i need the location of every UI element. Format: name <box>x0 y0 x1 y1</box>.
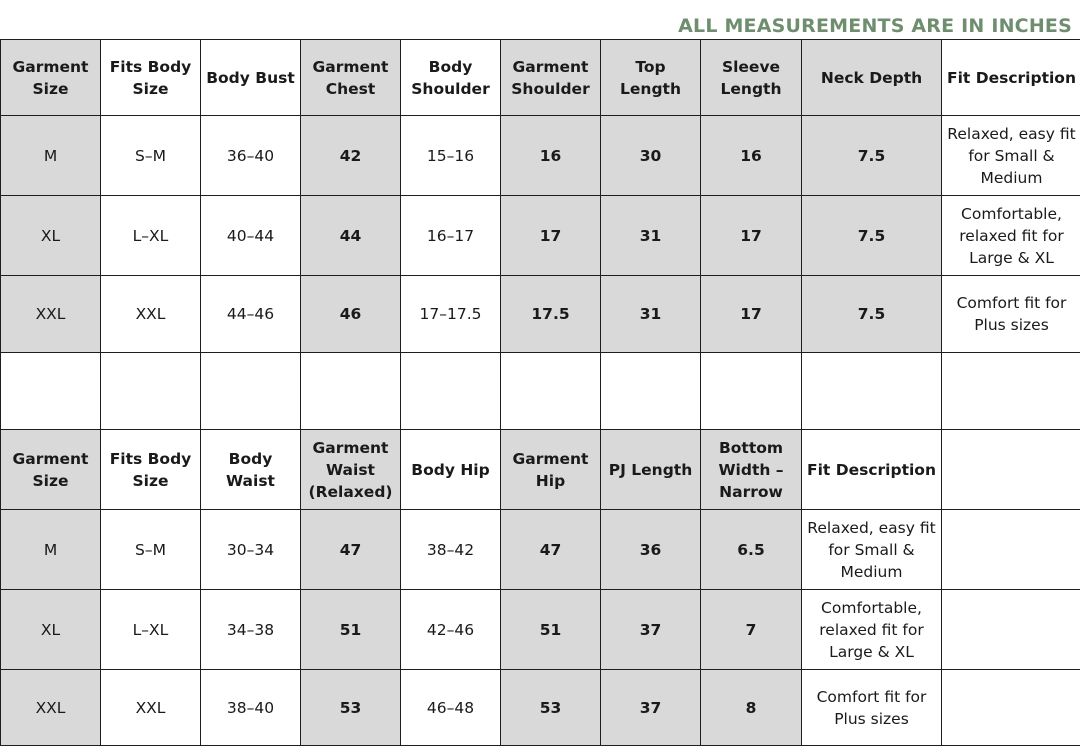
table-cell: 16 <box>501 116 601 196</box>
empty-cell <box>101 353 201 430</box>
header-cell: Sleeve Length <box>701 40 802 116</box>
table-cell: 36 <box>601 510 701 590</box>
table-cell: 31 <box>601 196 701 276</box>
table-cell: L–XL <box>101 196 201 276</box>
table-cell: M <box>1 116 101 196</box>
table-cell: 17 <box>701 276 802 353</box>
top-header-row <box>1 40 1080 116</box>
empty-cell <box>301 353 401 430</box>
header-cell: Fits Body Size <box>101 430 201 510</box>
table-cell: 37 <box>601 590 701 670</box>
measurement-note: ALL MEASUREMENTS ARE IN INCHES <box>678 15 1072 37</box>
table-row <box>1 116 1080 196</box>
table-cell: 30 <box>601 116 701 196</box>
empty-cell <box>942 670 1080 746</box>
header-cell: Top Length <box>601 40 701 116</box>
empty-cell <box>201 353 301 430</box>
table-cell: 42–46 <box>401 590 501 670</box>
header-cell: Garment Size <box>1 40 101 116</box>
table-cell: 42 <box>301 116 401 196</box>
table-cell: 16 <box>701 116 802 196</box>
fit-description: Comfortable, relaxed fit for Large & XL <box>942 196 1080 276</box>
table-cell: 46 <box>301 276 401 353</box>
table-cell: 34–38 <box>201 590 301 670</box>
table-cell: 36–40 <box>201 116 301 196</box>
table-row <box>1 196 1080 276</box>
table-cell: 8 <box>701 670 802 746</box>
table-row <box>1 510 1080 590</box>
table-cell: XXL <box>1 276 101 353</box>
table-cell: 31 <box>601 276 701 353</box>
fit-description: Comfort fit for Plus sizes <box>942 276 1080 353</box>
spacer-row <box>1 353 1080 430</box>
fit-description: Comfortable, relaxed fit for Large & XL <box>802 590 942 670</box>
header-cell: Garment Hip <box>501 430 601 510</box>
table-cell: XXL <box>1 670 101 746</box>
empty-cell <box>701 353 802 430</box>
table-row <box>1 670 1080 746</box>
table-cell: 7.5 <box>802 276 942 353</box>
table-cell: 53 <box>301 670 401 746</box>
table-cell: XL <box>1 590 101 670</box>
table-cell: 16–17 <box>401 196 501 276</box>
table-cell: 40–44 <box>201 196 301 276</box>
header-cell <box>942 430 1080 510</box>
table-cell: 7 <box>701 590 802 670</box>
empty-cell <box>942 353 1080 430</box>
header-cell: Garment Size <box>1 430 101 510</box>
table-cell: 30–34 <box>201 510 301 590</box>
size-chart-table <box>0 39 1080 746</box>
header-cell: Body Hip <box>401 430 501 510</box>
table-cell: 6.5 <box>701 510 802 590</box>
table-cell: 7.5 <box>802 116 942 196</box>
header-cell: Bottom Width – Narrow <box>701 430 802 510</box>
header-cell: Body Shoulder <box>401 40 501 116</box>
table-cell: 7.5 <box>802 196 942 276</box>
table-cell: 37 <box>601 670 701 746</box>
header-cell: Garment Shoulder <box>501 40 601 116</box>
table-cell: 17 <box>701 196 802 276</box>
empty-cell <box>942 510 1080 590</box>
empty-cell <box>1 353 101 430</box>
table-cell: 17 <box>501 196 601 276</box>
bottom-header-row <box>1 430 1080 510</box>
empty-cell <box>501 353 601 430</box>
table-cell: 38–42 <box>401 510 501 590</box>
table-cell: XXL <box>101 670 201 746</box>
table-cell: 17–17.5 <box>401 276 501 353</box>
header-cell: PJ Length <box>601 430 701 510</box>
empty-cell <box>601 353 701 430</box>
header-cell: Body Bust <box>201 40 301 116</box>
header-cell: Fit Description <box>802 430 942 510</box>
empty-cell <box>802 353 942 430</box>
header-cell: Garment Waist (Relaxed) <box>301 430 401 510</box>
table-cell: XXL <box>101 276 201 353</box>
table-row <box>1 276 1080 353</box>
table-cell: 44 <box>301 196 401 276</box>
table-cell: L–XL <box>101 590 201 670</box>
table-cell: 46–48 <box>401 670 501 746</box>
fit-description: Relaxed, easy fit for Small & Medium <box>802 510 942 590</box>
header-cell: Garment Chest <box>301 40 401 116</box>
table-row <box>1 590 1080 670</box>
table-cell: 47 <box>501 510 601 590</box>
table-cell: 44–46 <box>201 276 301 353</box>
table-cell: XL <box>1 196 101 276</box>
header-cell: Body Waist <box>201 430 301 510</box>
table-cell: 15–16 <box>401 116 501 196</box>
table-cell: 53 <box>501 670 601 746</box>
header-cell: Fit Description <box>942 40 1080 116</box>
table-cell: S–M <box>101 510 201 590</box>
table-cell: 38–40 <box>201 670 301 746</box>
table-cell: 51 <box>501 590 601 670</box>
table-cell: M <box>1 510 101 590</box>
fit-description: Relaxed, easy fit for Small & Medium <box>942 116 1080 196</box>
empty-cell <box>942 590 1080 670</box>
table-cell: S–M <box>101 116 201 196</box>
fit-description: Comfort fit for Plus sizes <box>802 670 942 746</box>
header-cell: Neck Depth <box>802 40 942 116</box>
table-cell: 17.5 <box>501 276 601 353</box>
header-cell: Fits Body Size <box>101 40 201 116</box>
table-cell: 47 <box>301 510 401 590</box>
empty-cell <box>401 353 501 430</box>
table-cell: 51 <box>301 590 401 670</box>
